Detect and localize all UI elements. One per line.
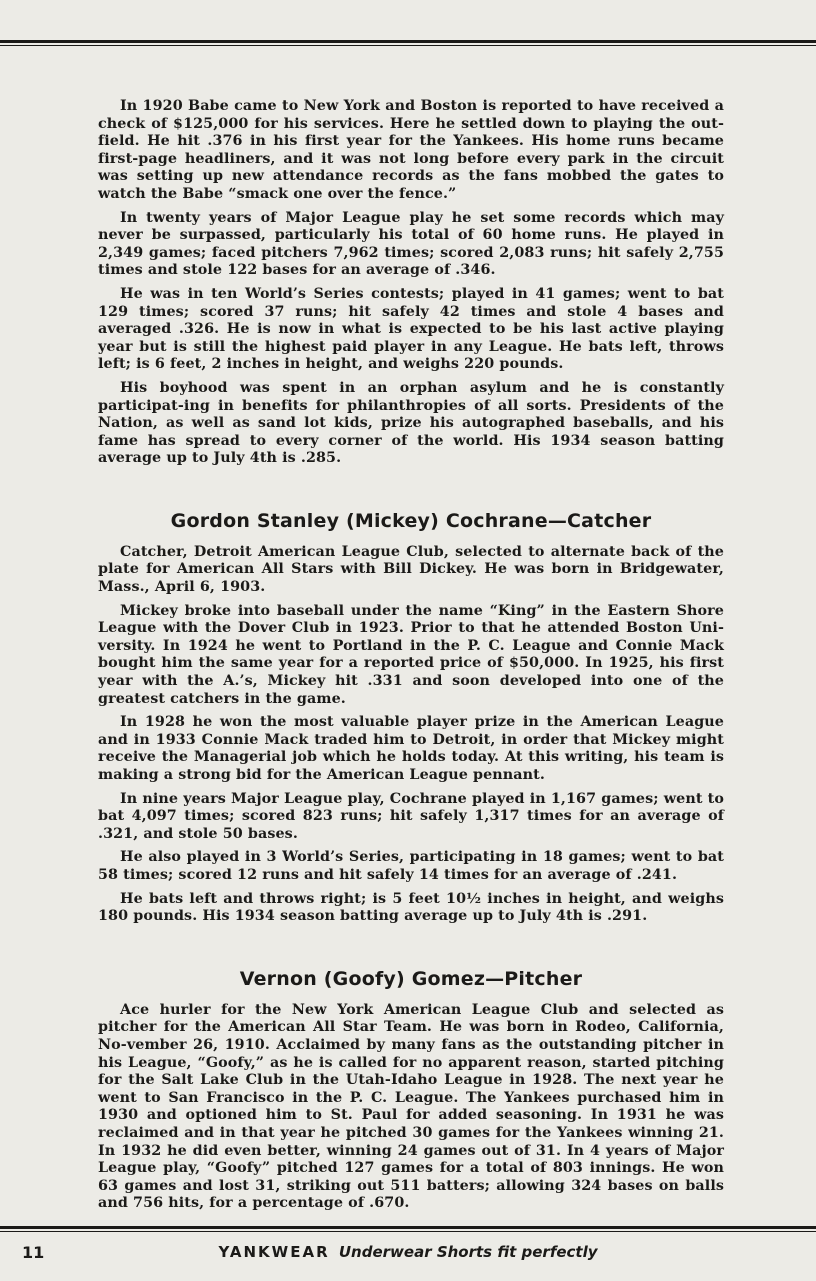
top-rule [0,40,816,46]
body-paragraph: He bats left and throws right; is 5 feet 10½ inches in height, and weighs 180 pounds. His 1934 season batting average up to July 4th is .291. [98,890,724,925]
page-footer [0,1243,816,1263]
body-paragraph: He also played in 3 World’s Series, participating in 18 games; went to bat 58 times; scored 12 runs and hit safely 14 times for an average of .241. [98,849,724,883]
body-paragraph: In nine years Major League play, Cochrane played in 1,167 games; went to bat 4,097 times; scored 823 runs; hit safely 1,317 times for an average of .321, and stole 50 bases. [98,790,724,842]
footer-advertisement [0,1243,816,1261]
body-paragraph: His boyhood was spent in an orphan asylum and he is constantly participat-ing in benefits for philanthropies of all sorts. Presidents of the Nation, as well as sand lot kids, prize his autographed baseballs, and his fame has spread to every corner of the world. His 1934 season batting average up to July 4th is .285. [98,379,724,467]
body-paragraph: He was in ten World’s Series contests; played in 41 games; went to bat 129 times; scored 37 runs; hit safely 42 times and stole 4 bases and averaged .326. He is now in what is expected to be his last active playing year but is still the highest paid player in any League. He bats left, throws left; is 6 feet, 2 inches in height, and weighs 220 pounds. [98,285,724,373]
body-paragraph: Mickey broke into baseball under the name “King” in the Eastern Shore League with the Dover Club in 1923. Prior to that he attended Boston Uni-versity. In 1924 he went to Portland in the P. C. League and Connie Mack bought him the same year for a reported price of $50,000. In 1925, his first year with the A.’s, Mickey hit .331 and soon developed into one of the greatest catchers in the game. [98,602,724,707]
body-paragraph: In 1928 he won the most valuable player prize in the American League and in 1933 Connie Mack traded him to Detroit, in order that Mickey might receive the Managerial job which he holds today. At this writing, his team is making a strong bid for the American League pennant. [98,714,724,783]
section-heading-gomez: Vernon (Goofy) Gomez—Pitcher [239,967,583,990]
page-number: 11 [22,1243,45,1262]
brand-name: YANKWEAR [218,1243,330,1261]
section-heading-cochrane: Gordon Stanley (Mickey) Cochrane—Catcher [170,509,652,532]
brand-tagline: Underwear Shorts fit perfectly [338,1243,598,1261]
body-paragraph: In twenty years of Major League play he set some records which may never be surpassed, particularly his total of 60 home runs. He played in 2,349 games; faced pitchers 7,962 times; scored 2,083 runs; hit safely 2,755 times and stole 122 bases for an average of .346. [98,209,724,279]
body-paragraph: Ace hurler for the New York American League Club and selected as pitcher for the American All Star Team. He was born in Rodeo, California, No-vember 26, 1910. Acclaimed by many fans as the outstanding pitcher in his League, “Goofy,” as he is called for no apparent reason, started pitching for the Salt Lake Club in the Utah-Idaho League in 1928. The next year he went to San Francisco in the P. C. League. The Yankees purchased him in 1930 and optioned him to St. Paul for added seasoning. In 1931 he was reclaimed and in that year he pitched 30 games for the Yankees winning 21. In 1932 he did even better, winning 24 games out of 31. In 4 years of Major League play, “Goofy” pitched 127 games for a total of 803 innings. He won 63 games and lost 31, striking out 511 batters; allowing 324 bases on balls and 756 hits, for a percentage of .670. [98,1001,724,1212]
page-body [98,98,724,1219]
body-paragraph: In 1920 Babe came to New York and Boston is reported to have received a check of $125,000 for his services. Here he settled down to playing the out-field. He hit .376 in his first year for the Yankees. His home runs became first-page headliners, and it was not long before every park in the circuit was setting up new attendance records as the fans mobbed the gates to watch the Babe “smack one over the fence.” [98,98,724,202]
bottom-rule [0,1226,816,1232]
body-paragraph: Catcher, Detroit American League Club, selected to alternate back of the plate for American All Stars with Bill Dickey. He was born in Bridgewater, Mass., April 6, 1903. [98,543,724,596]
